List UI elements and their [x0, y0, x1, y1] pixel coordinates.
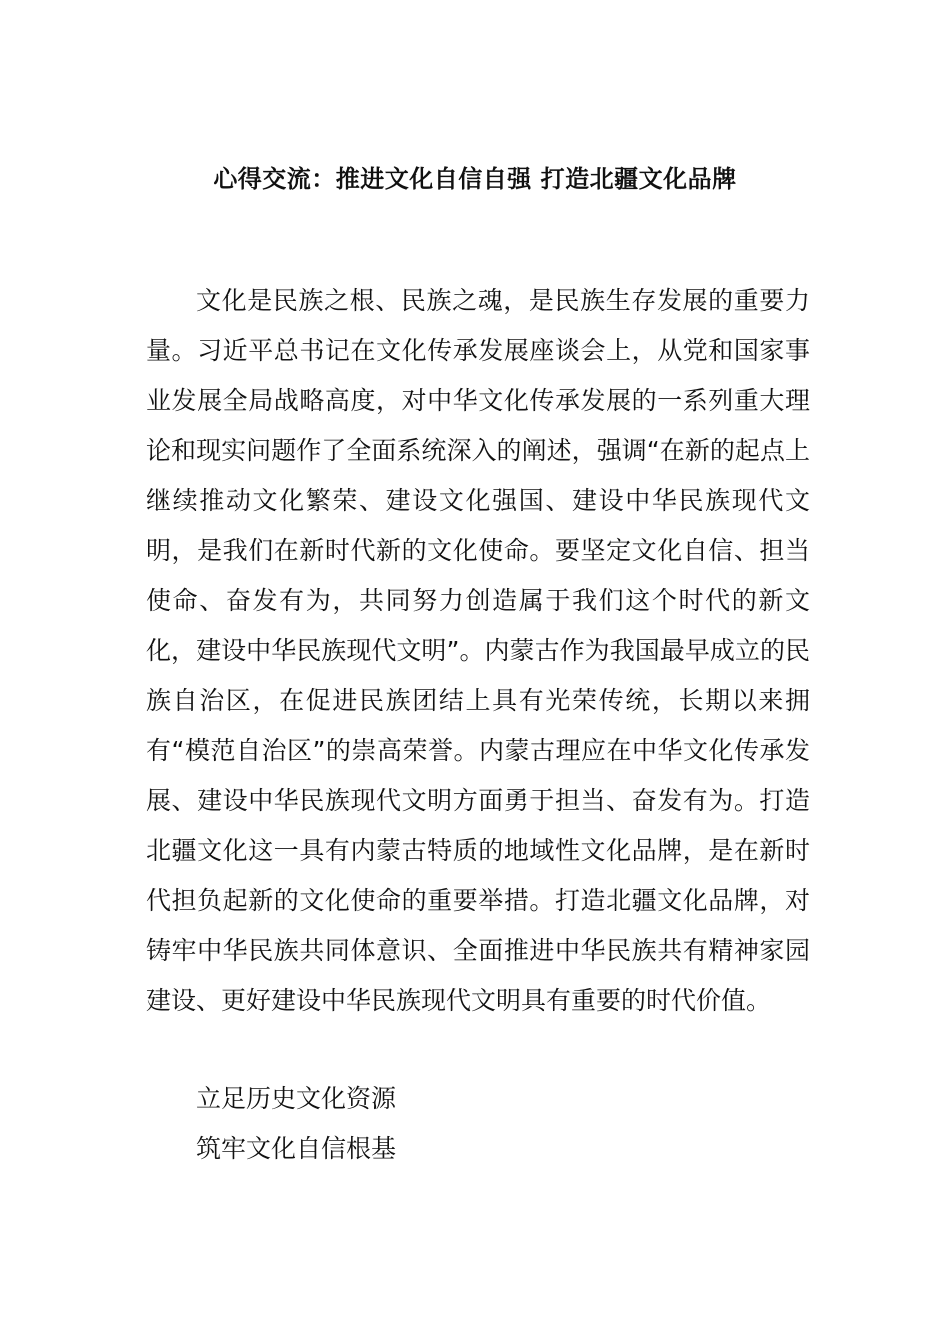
section-heading-line-1: 立足历史文化资源 [196, 1084, 397, 1113]
section-heading-line-2: 筑牢文化自信根基 [196, 1134, 397, 1163]
document-title: 心得交流：推进文化自信自强 打造北疆文化品牌 [213, 165, 737, 193]
body-paragraph: 文化是民族之根、民族之魂，是民族生存发展的重要力量。习近平总书记在文化传承发展座谈会上，从党和国家事业发展全局战略高度，对中华文化传承发展的一系列重大理论和现实问题作了全面系统深入的阐述，强调“在新的起点上继续推动文化繁荣、建设文化强国、建设中华民族现代文明，是我们在新时代新的文化使命。要坚定文化自信、担当使命、奋发有为，共同努力创造属于我们这个时代的新文化，建设中华民族现代文明”。内蒙古作为我国最早成立的民族自治区，在促进民族团结上具有光荣传统，长期以来拥有“模范自治区”的崇高荣誉。内蒙古理应在中华文化传承发展、建设中华民族现代文明方面勇于担当、奋发有为。打造北疆文化这一具有内蒙古特质的地域性文化品牌，是在新时代担负起新的文化使命的重要举措。打造北疆文化品牌，对铸牢中华民族共同体意识、全面推进中华民族共有精神家园建设、更好建设中华民族现代文明具有重要的时代价值。 [146, 286, 810, 1015]
